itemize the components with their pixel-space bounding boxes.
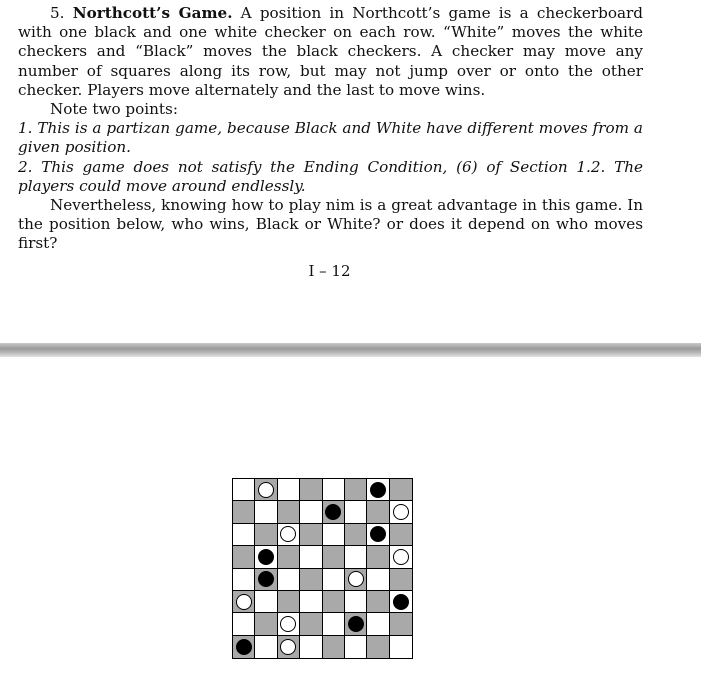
- text-page: [18, 4, 643, 254]
- black-checker: [393, 594, 409, 610]
- checkerboard: [232, 478, 413, 659]
- board-square: [390, 479, 412, 501]
- board-square: [255, 636, 277, 658]
- board-square: [233, 479, 255, 501]
- white-checker: [280, 526, 296, 542]
- board-square: [390, 636, 412, 658]
- board-square: [255, 501, 277, 523]
- note-item-2: 2. This game does not satisfy the Ending Condition, (6) of Section 1.2. The players could move around endlessly.: [18, 157, 643, 195]
- board-square: [345, 591, 367, 613]
- white-checker: [280, 616, 296, 632]
- board-square: [390, 613, 412, 635]
- board-square: [278, 479, 300, 501]
- white-checker: [258, 482, 274, 498]
- board-square: [255, 569, 277, 591]
- board-square: [367, 591, 389, 613]
- black-checker: [258, 571, 274, 587]
- board-square: [390, 546, 412, 568]
- notes-list: [18, 119, 643, 196]
- board-square: [367, 501, 389, 523]
- board-square: [255, 546, 277, 568]
- board-square: [345, 613, 367, 635]
- board-square: [300, 591, 322, 613]
- board-square: [367, 613, 389, 635]
- board-square: [233, 613, 255, 635]
- problem-body: A position in Northcott’s game is a checkerboard with one black and one white checker on each row. “White” moves the white checkers and “Black” moves the black checkers. A checker may move any number of squares along its row, but may not jump over or onto the other checker. Players move alternately and the last to move wins.: [18, 4, 644, 99]
- black-checker: [258, 549, 274, 565]
- board-square: [300, 501, 322, 523]
- board-square: [345, 546, 367, 568]
- problem-title: Northcott’s Game.: [72, 4, 233, 22]
- board-square: [345, 524, 367, 546]
- board-square: [278, 636, 300, 658]
- problem-number: 5.: [50, 4, 65, 22]
- board-square: [255, 613, 277, 635]
- board-square: [367, 479, 389, 501]
- board-square: [345, 636, 367, 658]
- white-checker: [393, 549, 409, 565]
- page-divider: [0, 343, 701, 357]
- board-square: [233, 636, 255, 658]
- board-square: [367, 569, 389, 591]
- board-square: [278, 501, 300, 523]
- board-square: [278, 591, 300, 613]
- white-checker: [348, 571, 364, 587]
- board-square: [233, 524, 255, 546]
- board-square: [367, 636, 389, 658]
- white-checker: [393, 504, 409, 520]
- board-square: [323, 501, 345, 523]
- board-square: [255, 591, 277, 613]
- board-square: [278, 524, 300, 546]
- black-checker: [325, 504, 341, 520]
- board-square: [323, 636, 345, 658]
- black-checker: [348, 616, 364, 632]
- board-square: [255, 479, 277, 501]
- board-square: [367, 546, 389, 568]
- board-square: [323, 569, 345, 591]
- white-checker: [236, 594, 252, 610]
- board-square: [300, 569, 322, 591]
- board-square: [323, 479, 345, 501]
- board-square: [278, 569, 300, 591]
- board-square: [233, 591, 255, 613]
- board-square: [300, 524, 322, 546]
- board-square: [345, 479, 367, 501]
- board-square: [300, 479, 322, 501]
- closing-paragraph: Nevertheless, knowing how to play nim is a great advantage in this game. In the position below, who wins, Black or White? or does it depend on who moves first?: [18, 196, 643, 253]
- board-square: [390, 524, 412, 546]
- black-checker: [236, 639, 252, 655]
- black-checker: [370, 526, 386, 542]
- board-square: [323, 613, 345, 635]
- note-item-1: 1. This is a partizan game, because Black and White have different moves from a given position.: [18, 119, 643, 157]
- board-square: [390, 591, 412, 613]
- black-checker: [370, 482, 386, 498]
- notes-intro: Note two points:: [50, 100, 178, 119]
- board-square: [323, 524, 345, 546]
- board-square: [300, 636, 322, 658]
- board-square: [233, 569, 255, 591]
- board-square: [323, 546, 345, 568]
- board-square: [345, 501, 367, 523]
- board-square: [300, 613, 322, 635]
- board-square: [233, 546, 255, 568]
- board-square: [390, 501, 412, 523]
- board-square: [390, 569, 412, 591]
- board-square: [233, 501, 255, 523]
- board-square: [323, 591, 345, 613]
- board-square: [278, 546, 300, 568]
- white-checker: [280, 639, 296, 655]
- board-square: [367, 524, 389, 546]
- board-square: [345, 569, 367, 591]
- problem-paragraph: [18, 4, 643, 100]
- page-number: I – 12: [308, 262, 351, 280]
- board-square: [300, 546, 322, 568]
- board-square: [278, 613, 300, 635]
- board-square: [255, 524, 277, 546]
- checkerboard-figure: [232, 478, 413, 659]
